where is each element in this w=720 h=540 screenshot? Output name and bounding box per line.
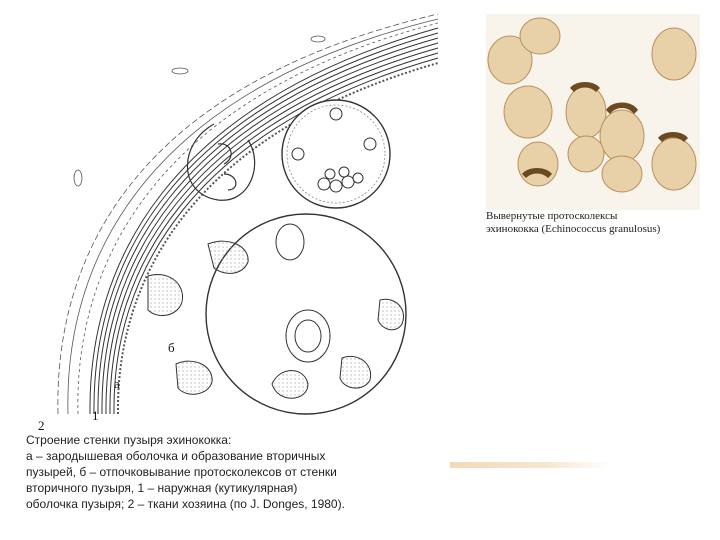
- echinococcus-wall-diagram: [18, 14, 450, 434]
- brood-capsule-with-protoscolices: [282, 100, 390, 208]
- caption-line: а – зародышевая оболочка и образование вторичных: [26, 449, 326, 463]
- label-2: 2: [38, 418, 45, 433]
- label-a: а: [114, 376, 120, 391]
- brood-capsule-small: [187, 124, 254, 200]
- caption-line: оболочка пузыря; 2 – ткани хозяина (по J. Donges, 1980).: [26, 497, 345, 511]
- photo-caption-line: Вывернутые протосколексы: [486, 210, 618, 222]
- caption-line: Строение стенки пузыря эхинококка:: [26, 433, 232, 447]
- photo-caption: [486, 210, 700, 236]
- label-b: б: [168, 340, 175, 355]
- secondary-cyst: [148, 214, 406, 414]
- figure-caption: [26, 432, 426, 512]
- decorative-divider: [450, 462, 610, 468]
- label-1: 1: [92, 408, 99, 423]
- photo-caption-line: эхинококка (Echinococcus granulosus): [486, 223, 661, 235]
- protoscolex-photo: [486, 14, 700, 210]
- caption-line: вторичного пузыря, 1 – наружная (кутикулярная): [26, 481, 298, 495]
- diagram-figure: [18, 14, 450, 524]
- caption-line: пузырей, б – отпочковывание протосколексов от стенки: [26, 465, 337, 479]
- protoscolex-micrograph: [486, 14, 700, 210]
